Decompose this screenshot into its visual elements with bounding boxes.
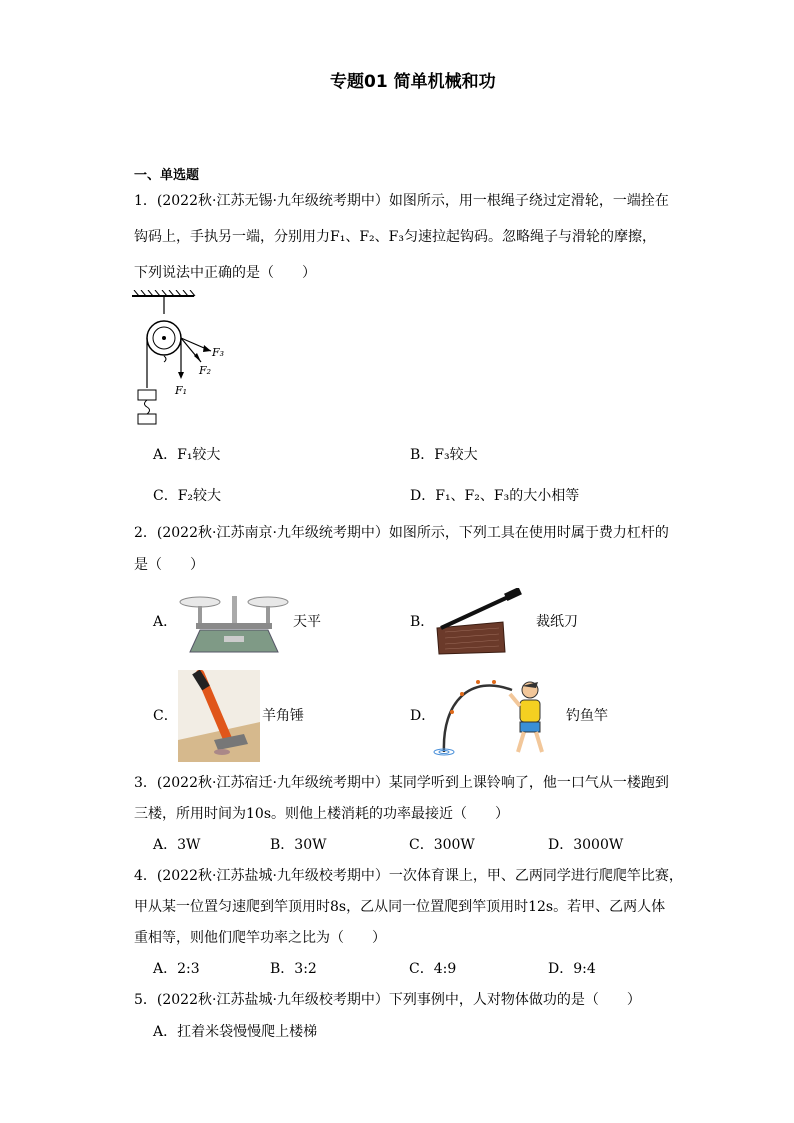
option-d-label: 钓鱼竿 <box>566 708 608 724</box>
option-c: C．4:9 <box>409 961 457 977</box>
page-title: 专题01 简单机械和功 <box>330 72 496 92</box>
option-b-label: 裁纸刀 <box>536 614 578 630</box>
question-text: 5．(2022秋·江苏盐城·九年级校考期中）下列事例中，人对物体做功的是（ ） <box>134 992 641 1008</box>
option-a-label: 天平 <box>293 614 321 630</box>
option-a: A．扛着米袋慢慢爬上楼梯 <box>153 1024 318 1040</box>
question-text: 甲从某一位置匀速爬到竿顶用时8s，乙从同一位置爬到竿顶用时12s。若甲、乙两人体 <box>134 899 666 915</box>
option-a: A．3W <box>153 837 201 853</box>
question-text: 1．(2022秋·江苏无锡·九年级统考期中）如图所示，用一根绳子绕过定滑轮，一端拴在 <box>134 193 669 209</box>
claw-hammer-image <box>178 670 260 762</box>
question-text: 钩码上，手执另一端，分别用力F₁、F₂、F₃匀速拉起钩码。忽略绳子与滑轮的摩擦， <box>134 229 656 245</box>
option-a: A．2:3 <box>153 961 200 977</box>
option-d: D．F₁、F₂、F₃的大小相等 <box>410 488 580 504</box>
option-c: C．300W <box>409 837 475 853</box>
f2-label: F₂ <box>199 364 212 377</box>
option-a-letter: A． <box>153 614 178 630</box>
question-text: 4．(2022秋·江苏盐城·九年级校考期中）一次体育课上，甲、乙两同学进行爬爬竿比赛， <box>134 868 683 884</box>
option-c: C．F₂较大 <box>153 488 222 504</box>
section-heading: 一、单选题 <box>134 168 200 183</box>
fishing-rod-image <box>430 672 560 760</box>
option-c-label: 羊角锤 <box>262 708 304 724</box>
balance-image <box>178 590 290 656</box>
f1-label: F₁ <box>175 384 188 397</box>
question-text: 三楼，所用时间为10s。则他上楼消耗的功率最接近（ ） <box>134 806 509 822</box>
option-a: A．F₁较大 <box>153 447 221 463</box>
f3-label: F₃ <box>212 346 225 359</box>
question-text: 是（ ） <box>134 557 204 573</box>
option-c-letter: C． <box>153 708 178 724</box>
option-d: D．9:4 <box>548 961 596 977</box>
option-b: B．F₃较大 <box>410 447 478 463</box>
option-b: B．30W <box>270 837 327 853</box>
paper-cutter-image <box>435 588 523 656</box>
option-d: D．3000W <box>548 837 624 853</box>
pulley-figure <box>130 290 240 430</box>
option-d-letter: D． <box>410 708 436 724</box>
question-text: 重相等，则他们爬竿功率之比为（ ） <box>134 930 386 946</box>
option-b: B．3:2 <box>270 961 317 977</box>
option-b-letter: B． <box>410 614 435 630</box>
question-text: 下列说法中正确的是（ ） <box>134 265 316 281</box>
question-text: 2．(2022秋·江苏南京·九年级统考期中）如图所示，下列工具在使用时属于费力杠杆的 <box>134 525 669 541</box>
question-text: 3．(2022秋·江苏宿迁·九年级统考期中）某同学听到上课铃响了，他一口气从一楼跑到 <box>134 775 669 791</box>
